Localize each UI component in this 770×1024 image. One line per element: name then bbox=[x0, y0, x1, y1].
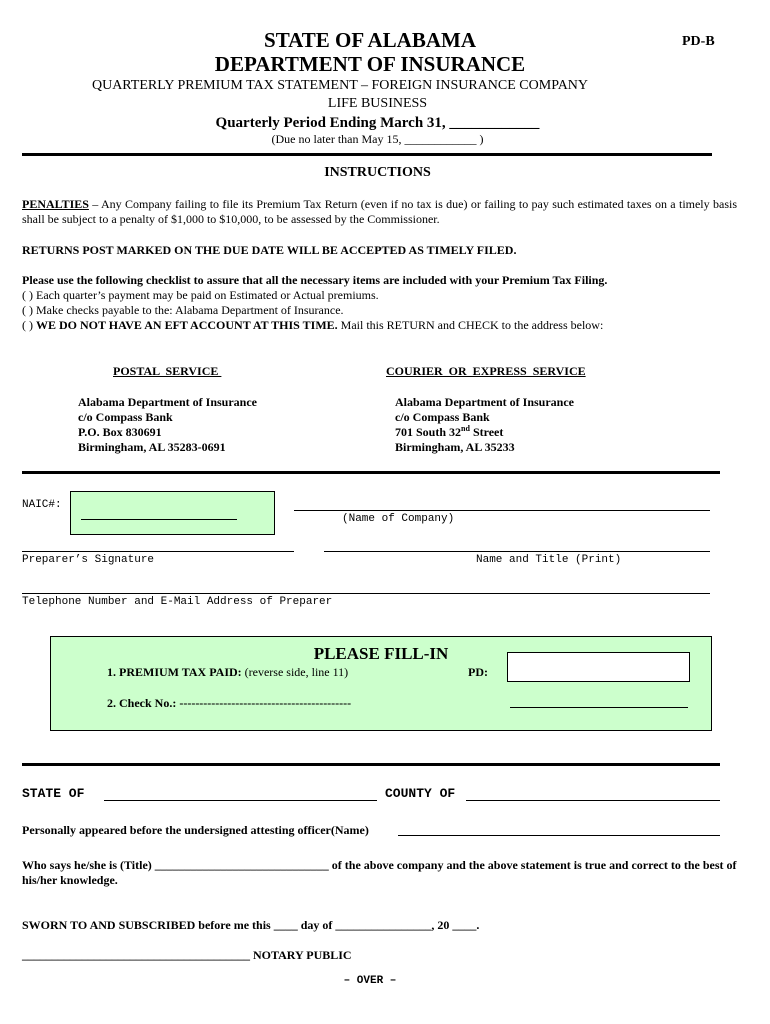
title-statement: Who says he/she is (Title) _____________________________ of the above company and the above statement is true and correct to the best of his/her knowledge. bbox=[22, 858, 737, 887]
company-caption: (Name of Company) bbox=[342, 513, 455, 525]
fill-in-box bbox=[50, 636, 712, 731]
postal-line-3: P.O. Box 830691 bbox=[78, 425, 162, 439]
state-of-label: STATE OF bbox=[22, 786, 85, 801]
checklist-item-3 bbox=[22, 318, 603, 333]
period-label: Quarterly Period Ending March 31, ____________ bbox=[215, 115, 540, 131]
postal-line-4: Birmingham, AL 35283-0691 bbox=[78, 440, 226, 454]
courier-line-2: c/o Compass Bank bbox=[395, 410, 490, 424]
state-of-line[interactable] bbox=[104, 800, 377, 801]
county-of-label: COUNTY OF bbox=[385, 786, 456, 801]
fill-in-heading: PLEASE FILL-IN bbox=[313, 644, 449, 663]
check-number-line[interactable] bbox=[510, 707, 688, 708]
courier-heading: COURIER OR EXPRESS SERVICE bbox=[386, 364, 586, 378]
premium-tax-paid-note: (reverse side, line 11) bbox=[241, 665, 349, 679]
penalties-paragraph bbox=[22, 197, 737, 227]
sworn-statement: SWORN TO AND SUBSCRIBED before me this ____ day of ________________, 20 ____. bbox=[22, 918, 480, 932]
notary-divider bbox=[22, 763, 720, 766]
telephone-line[interactable] bbox=[22, 593, 710, 594]
premium-tax-paid-label bbox=[107, 665, 348, 680]
preparer-signature-caption: Preparer’s Signature bbox=[22, 554, 155, 566]
preparer-signature-line[interactable] bbox=[22, 551, 294, 552]
naic-underline bbox=[81, 519, 237, 520]
checklist-item-3-prefix: ( ) bbox=[22, 318, 36, 332]
penalties-text: – Any Company failing to file its Premium Tax Return (even if no tax is due) or failing to pay such estimated taxes on a timely basis shall be subject to a penalty of $1,000 to $10,000, to be assessed by the Commissioner. bbox=[22, 197, 737, 226]
name-title-line[interactable] bbox=[324, 551, 710, 552]
checklist-item-2: ( ) Make checks payable to the: Alabama Department of Insurance. bbox=[22, 303, 344, 317]
postal-line-2: c/o Compass Bank bbox=[78, 410, 173, 424]
header-divider bbox=[22, 153, 712, 156]
appeared-label: Personally appeared before the undersigned attesting officer(Name) bbox=[22, 823, 369, 837]
returns-note: RETURNS POST MARKED ON THE DUE DATE WILL BE ACCEPTED AS TIMELY FILED. bbox=[22, 243, 517, 257]
checklist-intro: Please use the following checklist to assure that all the necessary items are included with your Premium Tax Filing. bbox=[22, 273, 608, 287]
checklist-item-1: ( ) Each quarter’s payment may be paid on Estimated or Actual premiums. bbox=[22, 288, 379, 302]
instructions-heading: INSTRUCTIONS bbox=[324, 165, 431, 180]
over-label: – OVER – bbox=[343, 975, 397, 987]
checklist-item-3-rest: Mail this RETURN and CHECK to the address below: bbox=[337, 318, 604, 332]
postal-line-1: Alabama Department of Insurance bbox=[78, 395, 257, 409]
due-label: (Due no later than May 15, ____________ ) bbox=[271, 132, 484, 146]
naic-input[interactable] bbox=[70, 491, 275, 535]
courier-line-3 bbox=[395, 425, 503, 440]
naic-label: NAIC#: bbox=[22, 499, 62, 511]
county-of-line[interactable] bbox=[466, 800, 720, 801]
title-state: STATE OF ALABAMA bbox=[264, 28, 476, 52]
check-number-label: 2. Check No.: ------------------------------------------- bbox=[107, 696, 352, 710]
subtitle-statement: QUARTERLY PREMIUM TAX STATEMENT – FOREIGN INSURANCE COMPANY bbox=[91, 78, 589, 93]
postal-heading: POSTAL SERVICE bbox=[113, 364, 222, 378]
courier-line-4: Birmingham, AL 35233 bbox=[395, 440, 515, 454]
subtitle-life-business: LIFE BUSINESS bbox=[327, 96, 428, 111]
pd-label: PD: bbox=[468, 665, 488, 679]
name-title-caption: Name and Title (Print) bbox=[476, 554, 622, 566]
title-department: DEPARTMENT OF INSURANCE bbox=[214, 52, 526, 76]
checklist-item-3-bold: WE DO NOT HAVE AN EFT ACCOUNT AT THIS TIME. bbox=[36, 318, 338, 332]
premium-tax-paid-input[interactable] bbox=[507, 652, 690, 682]
notary-public-line: ______________________________________ NOTARY PUBLIC bbox=[22, 948, 352, 962]
company-name-line[interactable] bbox=[294, 510, 710, 511]
courier-street-suffix: nd bbox=[461, 424, 470, 433]
courier-line-1: Alabama Department of Insurance bbox=[395, 395, 574, 409]
form-code: PD-B bbox=[682, 34, 715, 49]
penalties-label: PENALTIES bbox=[22, 197, 89, 211]
courier-street-name: Street bbox=[469, 425, 504, 439]
address-divider bbox=[22, 471, 720, 474]
premium-tax-paid-bold: 1. PREMIUM TAX PAID: bbox=[107, 665, 242, 679]
courier-street-number: 701 South 32 bbox=[395, 425, 462, 439]
telephone-caption: Telephone Number and E-Mail Address of Preparer bbox=[22, 596, 333, 608]
appeared-name-line[interactable] bbox=[398, 835, 720, 836]
